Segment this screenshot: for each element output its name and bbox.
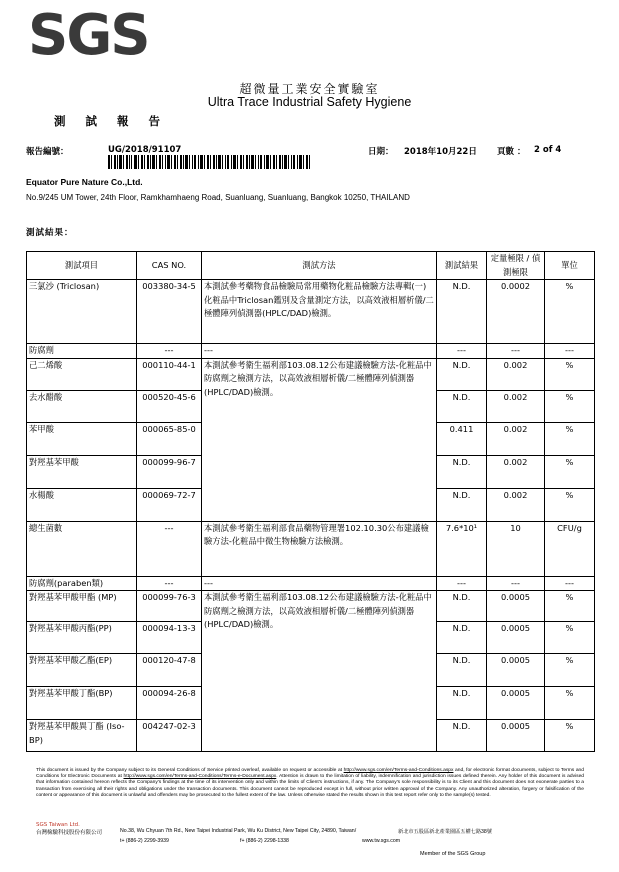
table-row <box>27 280 595 344</box>
e-document-terms-link[interactable]: http://www.sgs.com/en/Terms-and-Conditions/Terms-e-Document.aspx <box>123 774 277 780</box>
lab-title-zh: 超微量工業安全實驗室 <box>239 82 380 96</box>
result-cell: --- <box>437 576 487 591</box>
col-header-result: 測試結果 <box>437 252 487 280</box>
limit-cell: 0.0002 <box>487 280 545 344</box>
unit-cell: % <box>545 622 595 654</box>
result-cell: N.D. <box>437 390 487 422</box>
unit-cell: % <box>545 720 595 752</box>
result-cell: N.D. <box>437 687 487 720</box>
limit-cell: --- <box>487 576 545 591</box>
sgs-taiwan-logo <box>36 822 102 836</box>
report-heading: 測 試 報 告 <box>54 114 169 128</box>
item-cell: 水楊酸 <box>27 488 137 521</box>
limit-cell: 0.002 <box>487 358 545 390</box>
cas-cell: --- <box>137 521 202 576</box>
unit-cell: % <box>545 488 595 521</box>
item-cell: 己二烯酸 <box>27 358 137 390</box>
result-cell: N.D. <box>437 591 487 622</box>
result-cell: 7.6*10¹ <box>437 521 487 576</box>
company-zh: 台灣檢驗科技股份有限公司 <box>36 830 103 836</box>
unit-cell: % <box>545 687 595 720</box>
table-row <box>27 358 595 390</box>
col-header-limit: 定量極限 / 偵測極限 <box>487 252 545 280</box>
table-row <box>27 576 595 591</box>
result-cell: N.D. <box>437 455 487 488</box>
result-cell: N.D. <box>437 654 487 687</box>
method-cell: 本測試參考衛生福利部103.08.12公布建議檢驗方法-化粧品中防腐劑之檢測方法，以高效液相層析儀/二極體陣列偵測器(HPLC/DAD)檢測。 <box>202 358 437 521</box>
item-cell: 去水醋酸 <box>27 390 137 422</box>
cas-cell: 000099-76-3 <box>137 591 202 622</box>
unit-cell: % <box>545 422 595 455</box>
col-header-method: 測試方法 <box>202 252 437 280</box>
cas-cell: 004247-02-3 <box>137 720 202 752</box>
footer-tel: t+ (886-2) 2299-3939 <box>120 838 169 844</box>
cas-cell: --- <box>137 576 202 591</box>
unit-cell: % <box>545 591 595 622</box>
cas-cell: 003380-34-5 <box>137 280 202 344</box>
item-cell: 對羥基苯甲酸丁酯(BP) <box>27 687 137 720</box>
table-row <box>27 591 595 622</box>
unit-cell: % <box>545 280 595 344</box>
result-cell: 0.411 <box>437 422 487 455</box>
cas-cell: 000065-85-0 <box>137 422 202 455</box>
report-no-label: 報告編號： <box>26 147 69 157</box>
page-value: 2 of 4 <box>534 145 562 155</box>
unit-cell: --- <box>545 576 595 591</box>
result-cell: N.D. <box>437 488 487 521</box>
result-cell: N.D. <box>437 622 487 654</box>
table-row <box>27 521 595 576</box>
unit-cell: CFU/g <box>545 521 595 576</box>
company-en: SGS Taiwan Ltd. <box>36 822 80 828</box>
limit-cell: --- <box>487 344 545 359</box>
limit-cell: 0.0005 <box>487 622 545 654</box>
method-cell: --- <box>202 344 437 359</box>
lab-title-en: Ultra Trace Industrial Safety Hygiene <box>207 95 412 109</box>
method-cell: 本測試參考藥物食品檢驗局常用藥物化粧品檢驗方法專輯(一)化粧品中Triclosan鑑別及含量測定方法，以高效液相層析儀/二極體陣列偵測器(HPLC/DAD)檢測。 <box>202 280 437 344</box>
item-cell: 苯甲酸 <box>27 422 137 455</box>
limit-cell: 10 <box>487 521 545 576</box>
unit-cell: % <box>545 390 595 422</box>
footer-fax: f+ (886-2) 2298-1338 <box>240 838 289 844</box>
client-company: Equator Pure Nature Co.,Ltd. <box>26 177 143 187</box>
footer-address-en: No.38, Wu Chyuan 7th Rd., New Taipei Industrial Park, Wu Ku District, New Taipei City, 24890, Taiwan/ <box>120 828 357 834</box>
barcode <box>108 155 310 169</box>
cas-cell: 000094-26-8 <box>137 687 202 720</box>
limit-cell: 0.0005 <box>487 591 545 622</box>
cas-cell: 000069-72-7 <box>137 488 202 521</box>
results-label: 測試結果： <box>26 228 74 238</box>
limit-cell: 0.0005 <box>487 654 545 687</box>
member-of-sgs-group: Member of the SGS Group <box>420 851 486 857</box>
disclaimer-part-3: . Attention is drawn to the limitation of liability, indemnification and jurisdiction issues defined therein. Any holder of this document is advised that information contained hereon reflects the Company's findings at the time of its intervention only and within the limits of Client's instructions, if any. The Company's sole responsibility is to its Client and this document does not exonerate parties to a transaction from exercising all their rights and obligations under the transaction documents. This document cannot be reproduced except in full, without prior written approval of the Company. Any unauthorized alteration, forgery or falsification of the content or appearance of this document is unlawful and offenders may be prosecuted to the fullest extent of the law. Unless otherwise stated the results shown in this test report refer only to the sample(s) tested. <box>36 774 585 798</box>
method-cell: 本測試參考衛生福利部103.08.12公布建議檢驗方法-化粧品中防腐劑之檢測方法，以高效液相層析儀/二極體陣列偵測器(HPLC/DAD)檢測。 <box>202 591 437 752</box>
terms-link[interactable]: http://www.sgs.com/en/Terms-and-Conditions.aspx <box>343 768 454 773</box>
page-label: 頁數 ： <box>497 147 526 157</box>
table-header-row <box>27 252 595 280</box>
item-cell: 防腐劑(paraben類) <box>27 576 137 591</box>
limit-cell: 0.0005 <box>487 720 545 752</box>
result-cell: N.D. <box>437 358 487 390</box>
date-value: 2018年10月22日 <box>404 147 477 157</box>
result-cell: --- <box>437 344 487 359</box>
cas-cell: 000520-45-6 <box>137 390 202 422</box>
report-no: UG/2018/91107 <box>108 145 182 155</box>
col-header-cas: CAS NO. <box>137 252 202 280</box>
item-cell: 對羥基苯甲酸甲酯 (MP) <box>27 591 137 622</box>
disclaimer-part-1: This document is issued by the Company subject to its General Conditions of Service printed overleaf, available on request or accessible at <box>36 768 343 773</box>
unit-cell: % <box>545 654 595 687</box>
cas-cell: 000099-96-7 <box>137 455 202 488</box>
limit-cell: 0.002 <box>487 488 545 521</box>
cas-cell: --- <box>137 344 202 359</box>
cas-cell: 000094-13-3 <box>137 622 202 654</box>
result-cell: N.D. <box>437 720 487 752</box>
client-address: No.9/245 UM Tower, 24th Floor, Ramkhamhaeng Road, Suanluang, Suanluang, Bangkok 10250, THAILAND <box>26 193 410 202</box>
limit-cell: 0.002 <box>487 455 545 488</box>
footer-address-zh: 新北市五股區新北產業園區五權七路38號 <box>398 829 492 835</box>
results-table <box>26 251 595 752</box>
unit-cell: --- <box>545 344 595 359</box>
item-cell: 對羥基苯甲酸 <box>27 455 137 488</box>
col-header-unit: 單位 <box>545 252 595 280</box>
method-cell: 本測試參考衛生福利部食品藥物管理署102.10.30公布建議檢驗方法-化粧品中微生物檢驗方法檢測。 <box>202 521 437 576</box>
cas-cell: 000120-47-8 <box>137 654 202 687</box>
item-cell: 對羥基苯甲酸異丁酯 (Iso-BP) <box>27 720 137 752</box>
col-header-item: 測試項目 <box>27 252 137 280</box>
method-cell: --- <box>202 576 437 591</box>
item-cell: 對羥基苯甲酸丙酯(PP) <box>27 622 137 654</box>
item-cell: 防腐劑 <box>27 344 137 359</box>
unit-cell: % <box>545 455 595 488</box>
item-cell: 對羥基苯甲酸乙酯(EP) <box>27 654 137 687</box>
item-cell: 三氯沙 (Triclosan) <box>27 280 137 344</box>
date-label: 日期： <box>368 147 394 157</box>
sgs-logo: SGS <box>28 3 149 68</box>
result-cell: N.D. <box>437 280 487 344</box>
item-cell: 總生菌數 <box>27 521 137 576</box>
cas-cell: 000110-44-1 <box>137 358 202 390</box>
footer-website[interactable]: www.tw.sgs.com <box>362 838 401 844</box>
unit-cell: % <box>545 358 595 390</box>
limit-cell: 0.0005 <box>487 687 545 720</box>
footer-disclaimer <box>36 768 584 799</box>
table-row <box>27 344 595 359</box>
disclaimer-part-2: and, for electronic format documents, subject to Terms and Conditions for Electronic Documents at <box>36 768 584 780</box>
limit-cell: 0.002 <box>487 422 545 455</box>
limit-cell: 0.002 <box>487 390 545 422</box>
